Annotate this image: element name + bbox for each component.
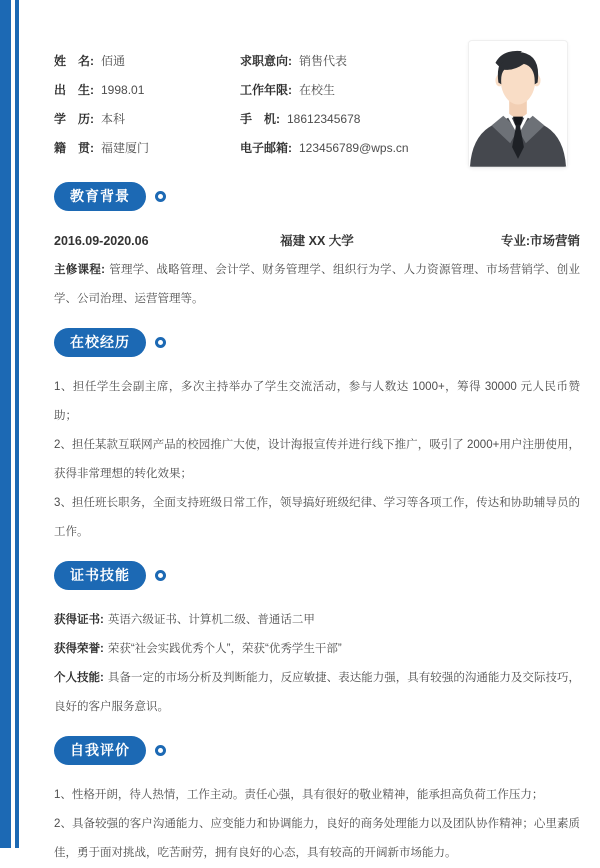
personal-skills-item bbox=[54, 664, 580, 722]
campus-title: 在校经历 bbox=[70, 334, 130, 350]
education-summary-row bbox=[54, 227, 580, 256]
campus-item: 3、担任班长职务，全面支持班级日常工作，领导搞好班级纪律、学习等各项工作，传达和协助辅导员的工作。 bbox=[54, 497, 580, 538]
name-field bbox=[54, 46, 240, 75]
certificates-item-label: 获得证书: bbox=[54, 614, 104, 626]
phone-field bbox=[240, 104, 460, 133]
campus-item: 1、担任学生会副主席，多次主持举办了学生交流活动，参与人数达 1000+，筹得 30000 元人民币赞助； bbox=[54, 381, 580, 422]
certificates-item-text: 英语六级证书、计算机二级、普通话二甲 bbox=[107, 614, 315, 626]
circle-ring-icon bbox=[155, 745, 166, 756]
education-title: 教育背景 bbox=[70, 188, 130, 204]
campus-item: 2、担任某款互联网产品的校园推广大使，设计海报宣传并进行线下推广，吸引了 2000+用户注册使用，获得非常理想的转化效果； bbox=[54, 439, 580, 480]
work-years-label: 工作年限: bbox=[240, 83, 292, 97]
evaluation-title-pill bbox=[54, 736, 146, 765]
certificates-item bbox=[54, 606, 580, 635]
certificates-section-header bbox=[54, 561, 580, 590]
personal-skills-label: 个人技能: bbox=[54, 672, 104, 684]
hometown-label: 籍 贯: bbox=[54, 141, 94, 155]
education-section-header bbox=[54, 182, 580, 211]
job-intention-label: 求职意向: bbox=[240, 54, 292, 68]
evaluation-item: 2、具备较强的客户沟通能力、应变能力和协调能力，良好的商务处理能力以及团队协作精神；心里素质佳，勇于面对挑战，吃苦耐劳，拥有良好的心态，具有较高的开阔新市场能力。 bbox=[54, 818, 580, 859]
section-self-evaluation bbox=[54, 736, 580, 868]
male-avatar-icon bbox=[469, 41, 567, 167]
profile-section bbox=[54, 0, 580, 168]
hometown-field bbox=[54, 133, 240, 162]
certificates-title: 证书技能 bbox=[70, 567, 130, 583]
profile-left-column bbox=[54, 46, 240, 162]
education-school: 福建 XX 大学 bbox=[280, 234, 354, 248]
birth-field bbox=[54, 75, 240, 104]
education-courses bbox=[54, 256, 580, 314]
honors-item-text: 荣获“社会实践优秀个人”，荣获“优秀学生干部” bbox=[107, 643, 342, 655]
circle-ring-icon bbox=[155, 191, 166, 202]
phone-value: 18612345678 bbox=[287, 111, 361, 126]
education-level-field bbox=[54, 104, 240, 133]
name-label: 姓 名: bbox=[54, 54, 94, 68]
section-certificates bbox=[54, 561, 580, 722]
courses-label: 主修课程: bbox=[54, 264, 105, 276]
avatar-photo bbox=[468, 40, 568, 168]
campus-title-pill bbox=[54, 328, 146, 357]
education-level-label: 学 历: bbox=[54, 112, 94, 126]
name-value: 佰通 bbox=[101, 54, 126, 68]
left-accent-bar-thick bbox=[0, 0, 11, 848]
courses-text: 管理学、战略管理、会计学、财务管理学、组织行为学、人力资源管理、市场营销学、创业学、公司治理、运营管理等。 bbox=[54, 264, 580, 305]
education-title-pill bbox=[54, 182, 146, 211]
evaluation-title: 自我评价 bbox=[70, 742, 130, 758]
job-intention-value: 销售代表 bbox=[299, 54, 348, 68]
email-label: 电子邮箱: bbox=[240, 141, 292, 155]
honors-item-label: 获得荣誉: bbox=[54, 643, 104, 655]
section-education bbox=[54, 182, 580, 314]
profile-right-column bbox=[240, 46, 460, 162]
birth-label: 出 生: bbox=[54, 83, 94, 97]
education-period: 2016.09-2020.06 bbox=[54, 234, 149, 248]
campus-section-header bbox=[54, 328, 580, 357]
circle-ring-icon bbox=[155, 570, 166, 581]
work-years-field bbox=[240, 75, 460, 104]
honors-item bbox=[54, 635, 580, 664]
evaluation-section-header bbox=[54, 736, 580, 765]
left-accent-bar-thin bbox=[15, 0, 19, 848]
job-intention-field bbox=[240, 46, 460, 75]
section-campus-experience bbox=[54, 328, 580, 547]
circle-ring-icon bbox=[155, 337, 166, 348]
resume-page bbox=[54, 0, 580, 868]
education-level-value: 本科 bbox=[101, 112, 126, 126]
birth-value: 1998.01 bbox=[101, 82, 145, 97]
evaluation-item: 1、性格开朗，待人热情，工作主动。责任心强，具有很好的敬业精神，能承担高负荷工作压力； bbox=[54, 789, 544, 801]
hometown-value: 福建厦门 bbox=[101, 141, 150, 155]
email-value: 123456789@wps.cn bbox=[299, 140, 409, 155]
email-field bbox=[240, 133, 460, 162]
education-major: 专业:市场营销 bbox=[500, 234, 580, 248]
certificates-title-pill bbox=[54, 561, 146, 590]
work-years-value: 在校生 bbox=[299, 83, 336, 97]
phone-label: 手 机: bbox=[240, 112, 280, 126]
personal-skills-text: 具备一定的市场分析及判断能力，反应敏捷、表达能力强，具有较强的沟通能力及交际技巧，良好的客户服务意识。 bbox=[54, 672, 580, 713]
